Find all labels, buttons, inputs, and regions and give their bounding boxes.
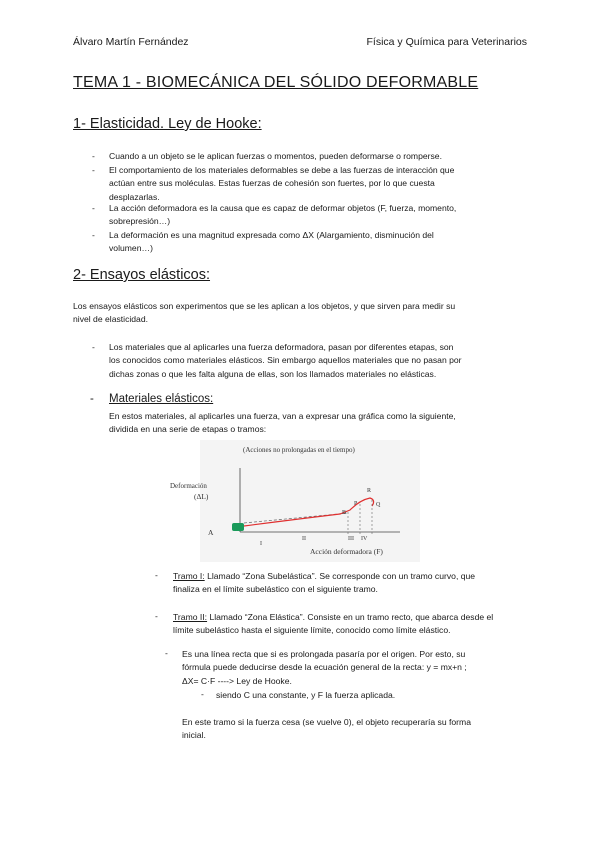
text-line: dividida en una serie de etapas o tramos: — [109, 424, 267, 435]
bullet-dash: - — [92, 151, 95, 161]
tramo-II-detail — [182, 648, 467, 688]
intro-line: Los ensayos elásticos son experimentos que se les aplican a los objetos, y que sirven para medir su — [73, 301, 456, 311]
section2-intro — [73, 300, 455, 327]
list-item-text: sobrepresión…) — [109, 216, 171, 227]
tramo-I-block — [173, 570, 475, 597]
bullet-dash: - — [92, 342, 95, 352]
point-A-label: A — [208, 528, 214, 537]
tramo-I-name: Tramo I: — [173, 571, 205, 581]
deformation-graph-svg — [170, 440, 420, 562]
figure-top-label: (Acciones no prolongadas en el tiempo) — [243, 446, 355, 454]
page-title: TEMA 1 - BIOMECÁNICA DEL SÓLIDO DEFORMABLE — [73, 74, 479, 91]
materiales-elasticos-text — [109, 410, 456, 437]
point-P-label: P — [354, 501, 358, 507]
section2-heading: 2- Ensayos elásticos: — [73, 267, 211, 283]
zone-II-label: II — [302, 536, 306, 542]
section1-heading: 1- Elasticidad. Ley de Hooke: — [73, 116, 262, 132]
tramo-II-name: Tramo II: — [173, 612, 208, 622]
paragraph-line: inicial. — [182, 730, 206, 741]
intro-line: nivel de elasticidad. — [73, 314, 149, 325]
tramo-II-line1 — [173, 611, 493, 624]
list-item — [92, 164, 455, 204]
detail-sub-item: siendo C una constante, y F la fuerza aplicada. — [216, 690, 396, 700]
bullet-dash: - — [155, 570, 158, 580]
tramo-I-line1 — [173, 570, 475, 583]
list-item-text: actúan entre sus moléculas. Estas fuerzas de cohesión son fuertes, por lo que cuesta — [109, 178, 435, 189]
list-item-text: los conocidos como materiales elásticos. Sin embargo aquellos materiales que no pasan por — [109, 355, 462, 366]
paragraph-line: En este tramo si la fuerza cesa (se vuelve 0), el objeto recuperaría su forma — [182, 717, 471, 727]
tramo-II-text: Llamado “Zona Elástica”. Consiste en un tramo recto, que abarca desde el — [207, 612, 494, 622]
tramo-I-line2: finaliza en el límite subelástico con el siguiente tramo. — [173, 584, 378, 595]
detail-line: ΔX= C·F ----> Ley de Hooke. — [182, 675, 292, 686]
point-A-marker — [232, 523, 244, 531]
header-course: Física y Química para Veterinarios — [366, 36, 527, 48]
tramo-II-line2: límite subelástico hasta el siguiente límite, conocido como límite elástico. — [173, 625, 451, 636]
point-R-label: R — [367, 488, 372, 494]
header-author: Álvaro Martín Fernández — [73, 36, 189, 48]
deformation-graph — [170, 440, 420, 562]
detail-line: Es una línea recta que si es prolongada pasaría por el origen. Por esto, su — [182, 649, 466, 659]
list-item-text: Cuando a un objeto se le aplican fuerzas o momentos, pueden deformarse o romperse. — [109, 151, 442, 161]
tramo-II-paragraph — [182, 716, 471, 743]
list-item-text: La acción deformadora es la causa que es capaz de deformar objetos (F, fuerza, momento, — [109, 203, 457, 213]
bullet-dash: - — [201, 689, 204, 699]
list-item-text: dichas zonas o que les falta alguna de ellas, son los llamados materiales no elásticas. — [109, 368, 437, 379]
bullet-dash: - — [92, 203, 95, 213]
bullet-dash: - — [90, 393, 94, 405]
tramo-I-text: Llamado “Zona Subelástica”. Se corresponde con un tramo curvo, que — [204, 571, 476, 581]
point-B-label: B — [342, 510, 347, 516]
list-item-text: La deformación es una magnitud expresada como ΔX (Alargamiento, disminución del — [109, 230, 434, 240]
list-item — [92, 341, 462, 381]
list-item-text: volumen…) — [109, 243, 153, 254]
list-item — [92, 202, 457, 229]
zone-III-label: III — [348, 536, 354, 542]
figure-y-label-2: (ΔL) — [194, 492, 209, 501]
figure-background — [200, 440, 420, 562]
list-item-text: El comportamiento de los materiales deformables se debe a las fuerzas de interacción que — [109, 165, 455, 175]
figure-y-label-1: Deformación — [170, 482, 207, 490]
bullet-dash: - — [165, 648, 168, 658]
list-item — [92, 229, 434, 256]
materiales-elasticos-heading: Materiales elásticos: — [109, 393, 214, 405]
tramo-II-block — [173, 611, 493, 638]
bullet-dash: - — [92, 165, 95, 175]
detail-line: fórmula puede deducirse desde la ecuación general de la recta: y = mx+n ; — [182, 662, 467, 673]
point-Q-label: Q — [376, 502, 381, 508]
list-item-text: desplazarlas. — [109, 191, 160, 202]
zone-I-label: I — [260, 541, 262, 547]
bullet-dash: - — [155, 611, 158, 621]
list-item-text: Los materiales que al aplicarles una fuerza deformadora, pasan por diferentes etapas, son — [109, 342, 454, 352]
zone-IV-label: IV — [361, 536, 368, 542]
list-item — [92, 150, 442, 163]
figure-x-label: Acción deformadora (F) — [310, 547, 383, 556]
bullet-dash: - — [92, 230, 95, 240]
text-line: En estos materiales, al aplicarles una fuerza, van a expresar una gráfica como la siguiente, — [109, 411, 456, 421]
